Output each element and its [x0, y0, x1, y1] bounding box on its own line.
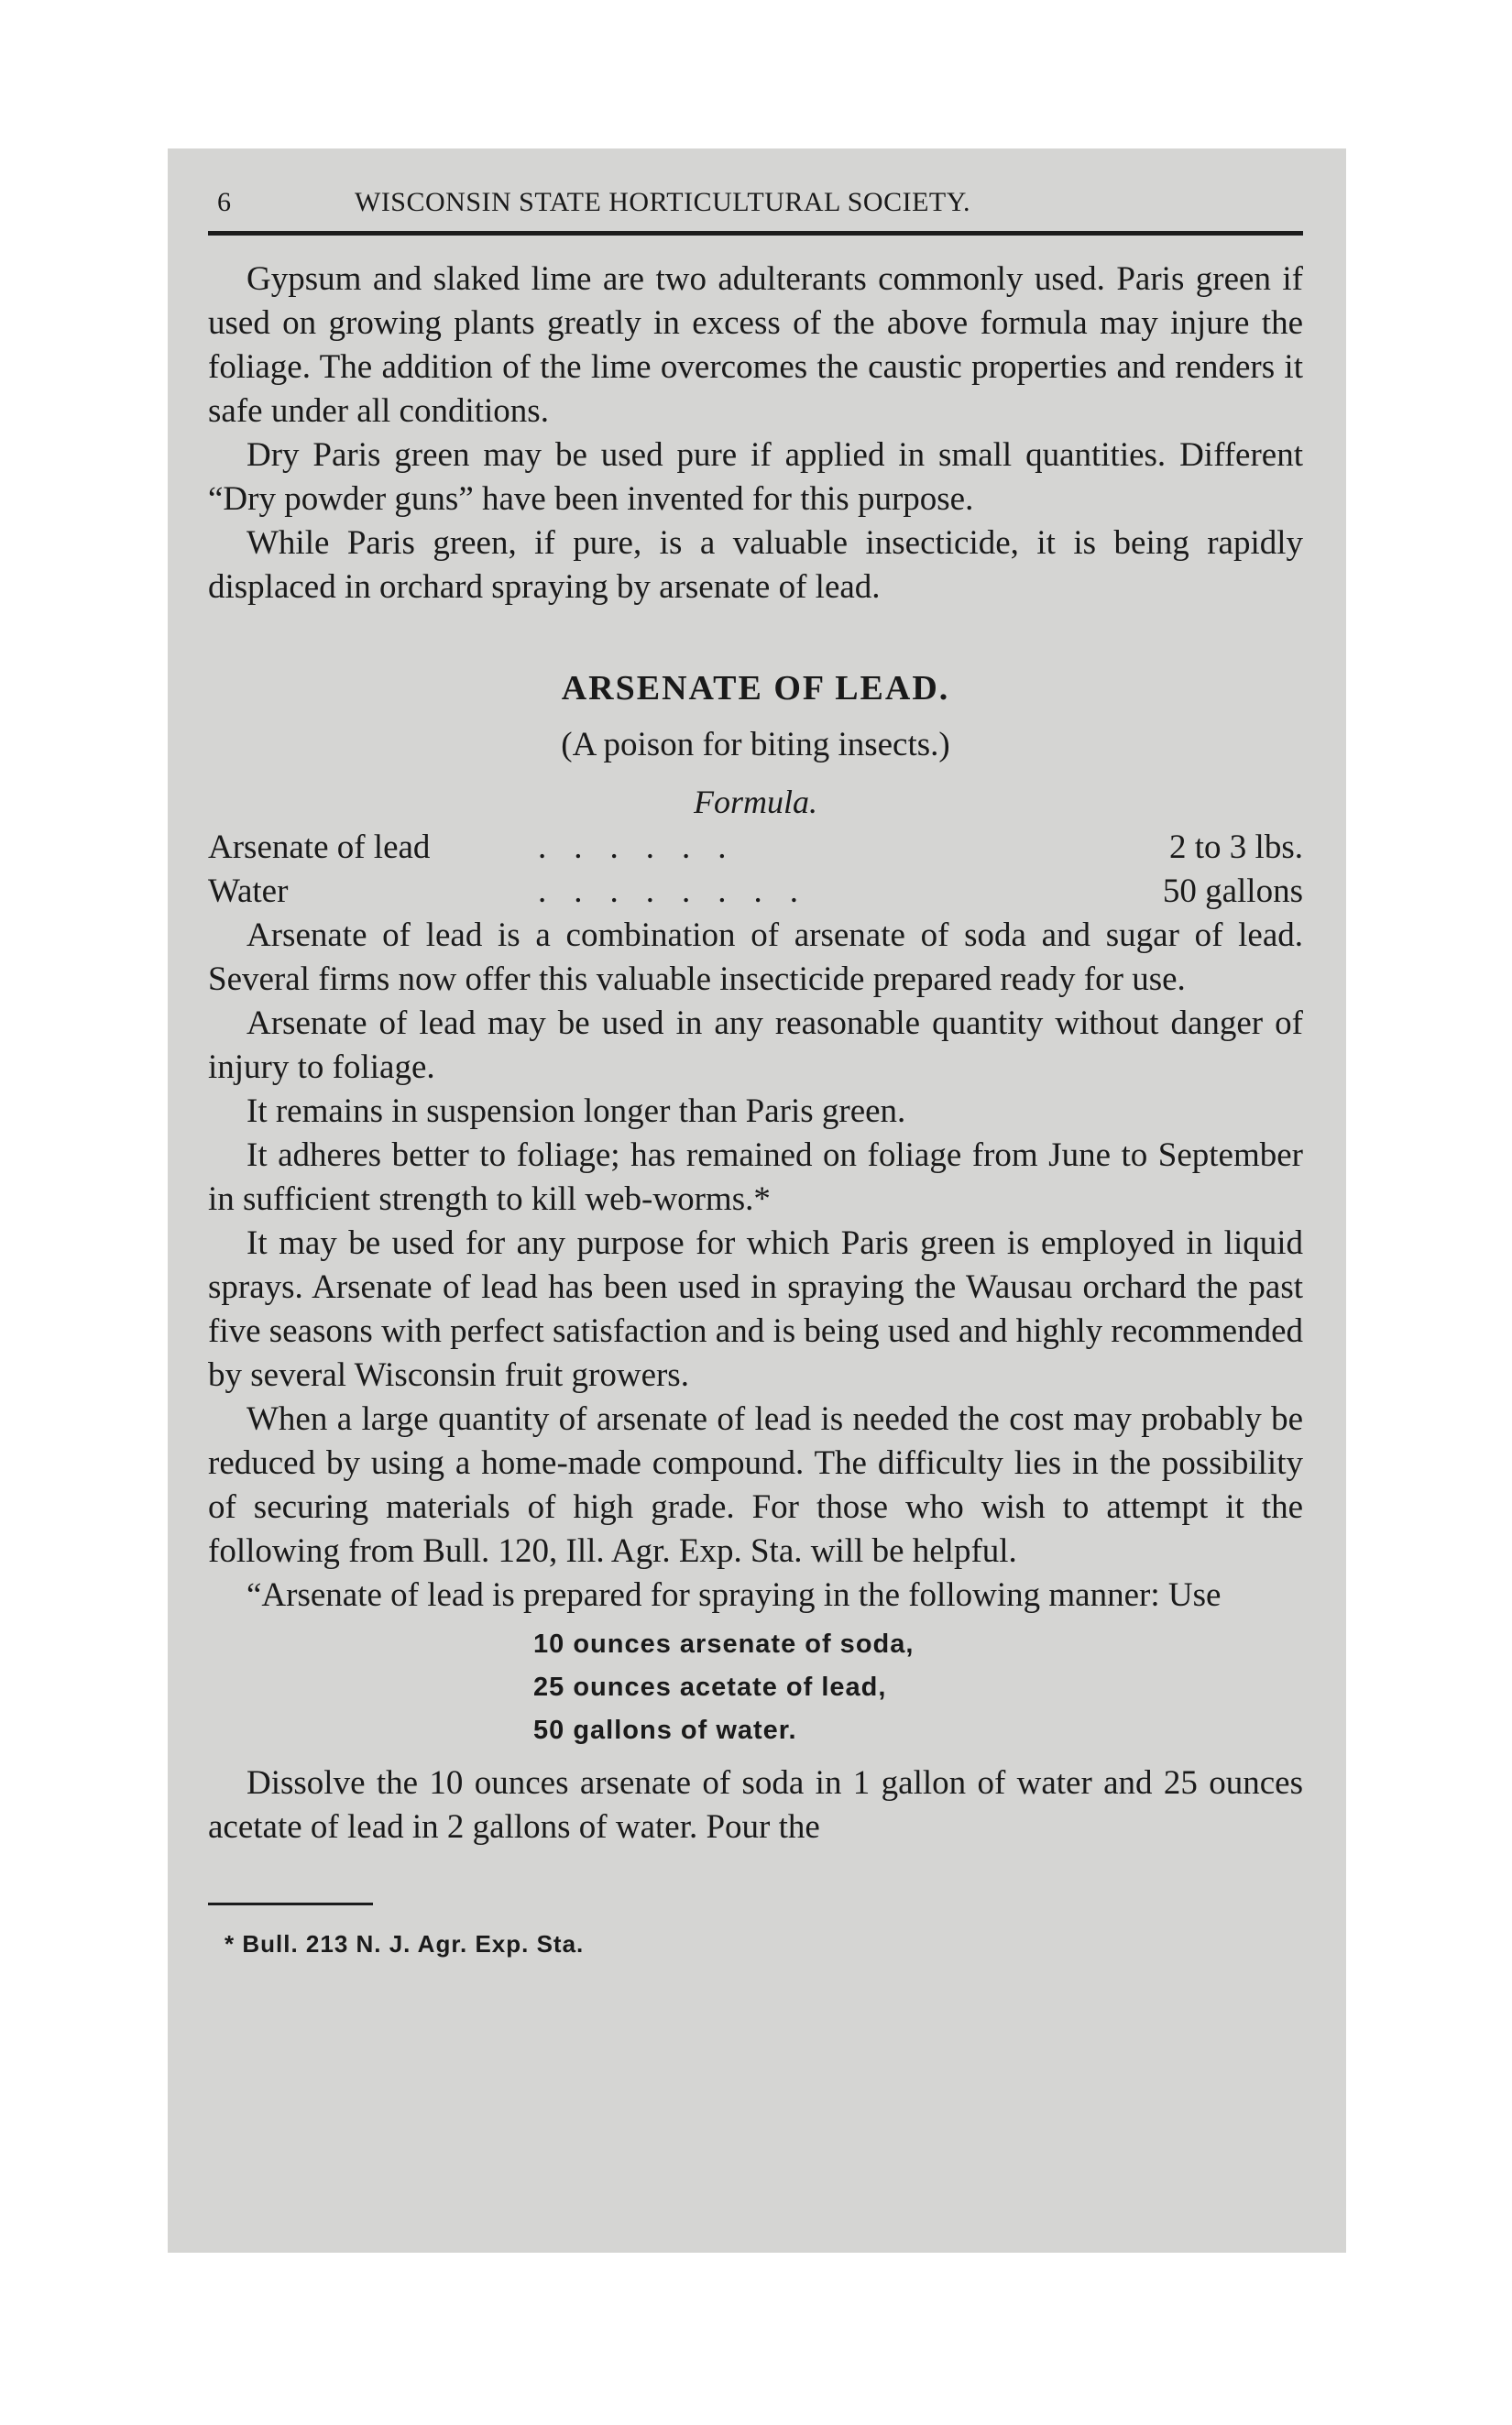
- leader-dots: ......: [538, 828, 754, 866]
- formula-table: [208, 826, 1303, 914]
- paragraph: Dry Paris green may be used pure if applied in small quantities. Different “Dry powder guns” have been invented for this purpose.: [208, 436, 1303, 518]
- recipe-list: [533, 1623, 1303, 1752]
- recipe-item: 10 ounces arsenate of soda,: [533, 1629, 915, 1659]
- paragraph: Arsenate of lead may be used in any reasonable quantity without danger of injury to foliage.: [208, 1004, 1303, 1086]
- footnote-rule: [208, 1903, 373, 1905]
- paragraph: Arsenate of lead is a combination of arsenate of soda and sugar of lead. Several firms now offer this valuable insecticide prepared ready for use.: [208, 916, 1303, 998]
- formula-ingredient: Arsenate of lead: [208, 828, 431, 866]
- page-body: [208, 258, 1303, 1966]
- leader-dots: ........: [538, 872, 826, 910]
- section-subheading: (A poison for biting insects.): [561, 726, 950, 763]
- paragraph: When a large quantity of arsenate of lead is needed the cost may probably be reduced by using a home-made compound. The difficulty lies in the possibility of securing materials of high grade. For those who wish to attempt it the following from Bull. 120, Ill. Agr. Exp. Sta. will be helpful.: [208, 1400, 1303, 1570]
- section-heading: ARSENATE OF LEAD.: [561, 669, 950, 708]
- formula-row: [208, 826, 1303, 870]
- page-number: 6: [217, 187, 232, 217]
- formula-amount: 50 gallons: [1162, 872, 1303, 910]
- recipe-item: 50 gallons of water.: [533, 1716, 797, 1745]
- footnote: * Bull. 213 N. J. Agr. Exp. Sta.: [225, 1930, 585, 1958]
- running-header: [208, 183, 1303, 236]
- page-content: [208, 183, 1303, 1966]
- formula-ingredient: Water: [208, 872, 289, 910]
- paragraph: Dissolve the 10 ounces arsenate of soda in 1 gallon of water and 25 ounces acetate of lead in 2 gallons of water. Pour the: [208, 1764, 1303, 1846]
- formula-amount: 2 to 3 lbs.: [1169, 828, 1303, 866]
- formula-row: [208, 870, 1303, 914]
- paragraph: It remains in suspension longer than Paris green.: [247, 1092, 906, 1130]
- paragraph: It adheres better to foliage; has remained on foliage from June to September in sufficient strength to kill web-worms.*: [208, 1136, 1303, 1218]
- paragraph: It may be used for any purpose for which Paris green is employed in liquid sprays. Arsenate of lead has been used in spraying the Wausau orchard the past five seasons with perfect satisfaction and is being used and highly recommended by several Wisconsin fruit growers.: [208, 1224, 1303, 1394]
- recipe-item: 25 ounces acetate of lead,: [533, 1673, 887, 1702]
- paragraph: “Arsenate of lead is prepared for spraying in the following manner: Use: [247, 1576, 1222, 1614]
- paragraph: Gypsum and slaked lime are two adulterants commonly used. Paris green if used on growing plants greatly in excess of the above formula may injure the foliage. The addition of the lime overcomes the caustic properties and renders it safe under all conditions.: [208, 260, 1303, 430]
- running-title: WISCONSIN STATE HORTICULTURAL SOCIETY.: [355, 187, 971, 217]
- paragraph: While Paris green, if pure, is a valuable insecticide, it is being rapidly displaced in orchard spraying by arsenate of lead.: [208, 524, 1303, 606]
- formula-label: Formula.: [694, 784, 817, 820]
